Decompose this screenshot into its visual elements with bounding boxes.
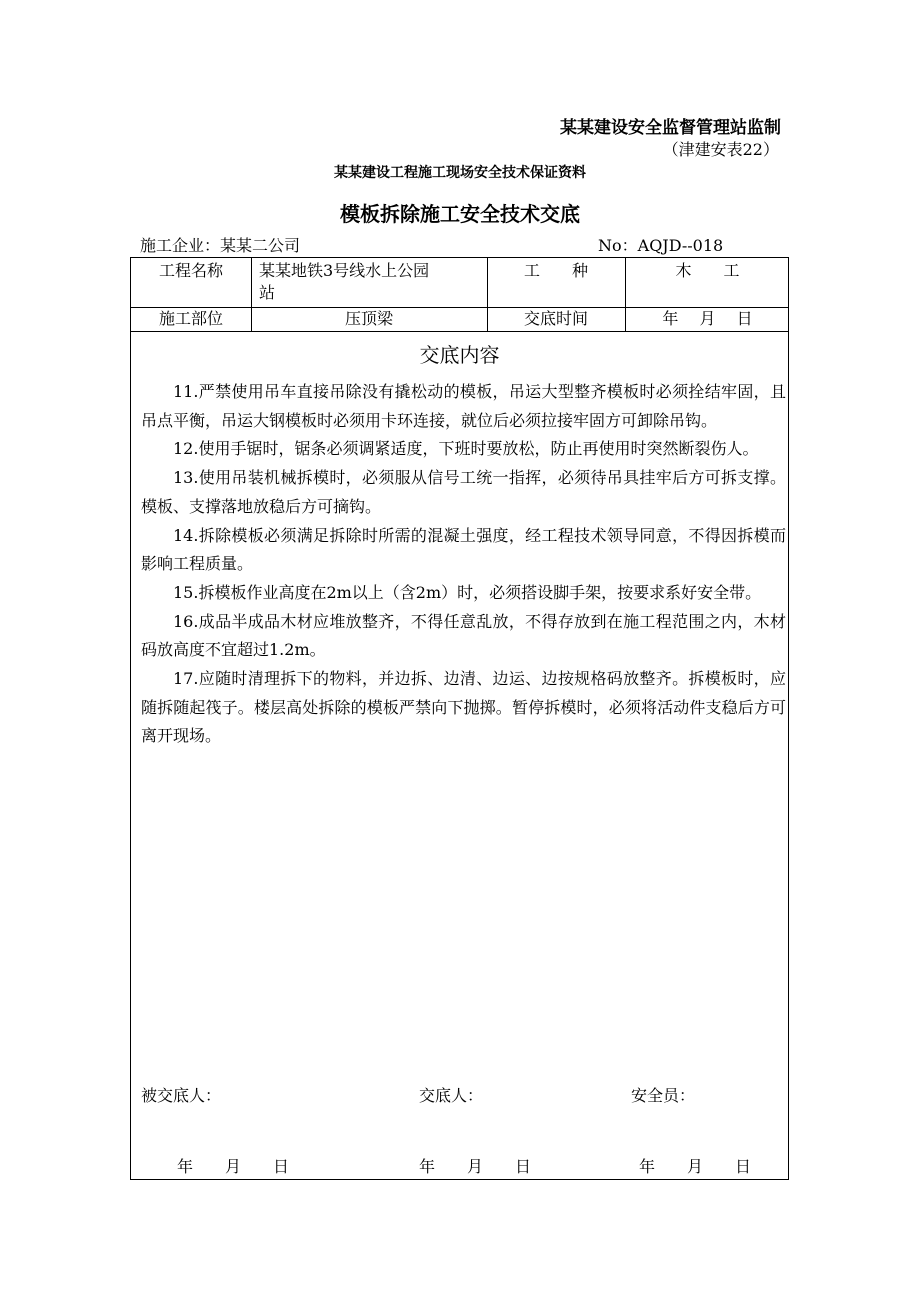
content-title: 交底内容 [419,343,500,367]
trade-value: 木 工 [675,261,740,280]
content-body [141,378,786,751]
row-divider [131,331,788,332]
item-12: 12.使用手锯时，锯条必须调紧适度，下班时要放松，防止再使用时突然断裂伤人。 [173,439,759,459]
series-title: 某某建设工程施工现场安全技术保证资料 [334,165,586,181]
item-15: 15.拆模板作业高度在2m以上（含2m）时，必须搭设脚手架，按要求系好安全带。 [173,582,762,602]
location-label: 施工部位 [158,309,223,328]
item-11: 11.严禁使用吊车直接吊除没有撬松动的模板，吊运大型整齐模板时必须拴结牢固，且吊点平衡，吊运大钢模板时必须用卡环连接，就位后必须拉接牢固方可卸除吊钩。 [141,382,786,430]
supervisor-text: 某某建设安全监督管理站监制 [560,118,781,138]
location-value: 压顶梁 [344,309,393,328]
document-number: No：AQJD--018 [598,236,724,255]
item-17: 17.应随时清理拆下的物料，并边拆、边清、边运、边按规格码放整齐。拆模板时，应随拆随起筏子。楼层高处拆除的模板严禁向下抛掷。暂停拆模时，必须将活动件支稳后方可离开现场。 [141,669,786,746]
item-16: 16.成品半成品木材应堆放整齐，不得任意乱放，不得存放到在施工程范围之内，木材码放高度不宜超过1.2m。 [141,611,786,660]
document-title: 模板拆除施工安全技术交底 [340,202,580,226]
safety-officer-label: 安全员： [631,1086,696,1105]
project-name-value [259,260,485,304]
presenter-date: 年 月 日 [419,1157,532,1176]
receiver-date: 年 月 日 [177,1157,290,1176]
disclosure-table [130,257,789,1180]
item-14: 14.拆除模板必须满足拆除时所需的混凝土强度，经工程技术领导同意，不得因拆模而影响工程质量。 [141,525,786,574]
safety-officer-date: 年 月 日 [639,1157,752,1176]
item-13: 13.使用吊装机械拆模时，必须服从信号工统一指挥，必须待吊具挂牢后方可拆支撑。模板、支撑落地放稳后方可摘钩。 [141,468,786,516]
time-label: 交底时间 [523,309,588,328]
project-name-line1: 某某地铁3号线水上公园 [259,261,430,280]
form-code: （津建安表22） [662,140,779,159]
project-name-line2: 站 [259,283,276,302]
time-value: 年 月 日 [662,309,753,328]
presenter-label: 交底人： [419,1086,484,1105]
receiver-label: 被交底人： [141,1086,222,1105]
company-label: 施工企业：某某二公司 [140,236,301,255]
trade-label: 工 种 [523,261,588,280]
project-name-label: 工程名称 [158,261,223,280]
